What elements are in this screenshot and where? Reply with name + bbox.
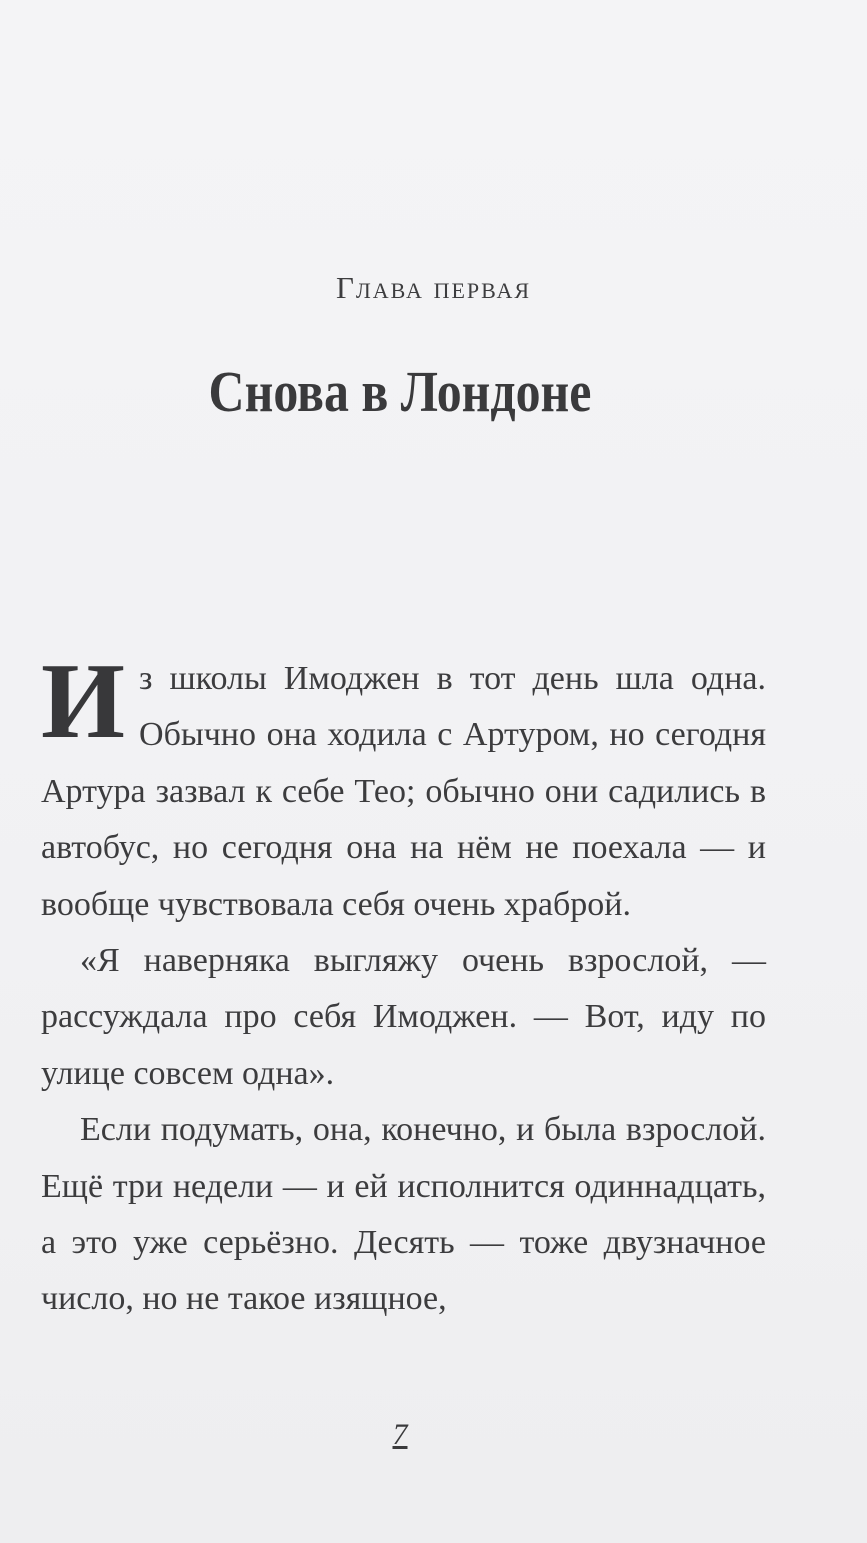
chapter-label: Глава первая	[335, 270, 532, 305]
paragraph-1	[41, 642, 766, 933]
page-number: 7	[392, 1418, 408, 1451]
paragraph-1-text: з школы Имоджен в тот день шла одна. Обычно она ходила с Артуром, но сегодня Артура зазвал к себе Тео; обычно они садились в автобус, но сегодня она на нём не поехала — и вообще чувствовала себя очень храброй.	[41, 660, 766, 923]
drop-cap: И	[41, 642, 126, 761]
paragraph-3: Если подумать, она, конечно, и была взрослой. Ещё три недели — и ей исполнится одиннадцать, а это уже серьёзно. Десять — тоже двузначное число, но не такое изящное,	[41, 1111, 766, 1318]
chapter-title: Снова в Лондоне	[208, 359, 592, 424]
body-text	[41, 642, 766, 1328]
paragraph-2: «Я наверняка выгляжу очень взрослой, — рассуждала про себя Имоджен. — Вот, иду по улице совсем одна».	[41, 942, 766, 1092]
